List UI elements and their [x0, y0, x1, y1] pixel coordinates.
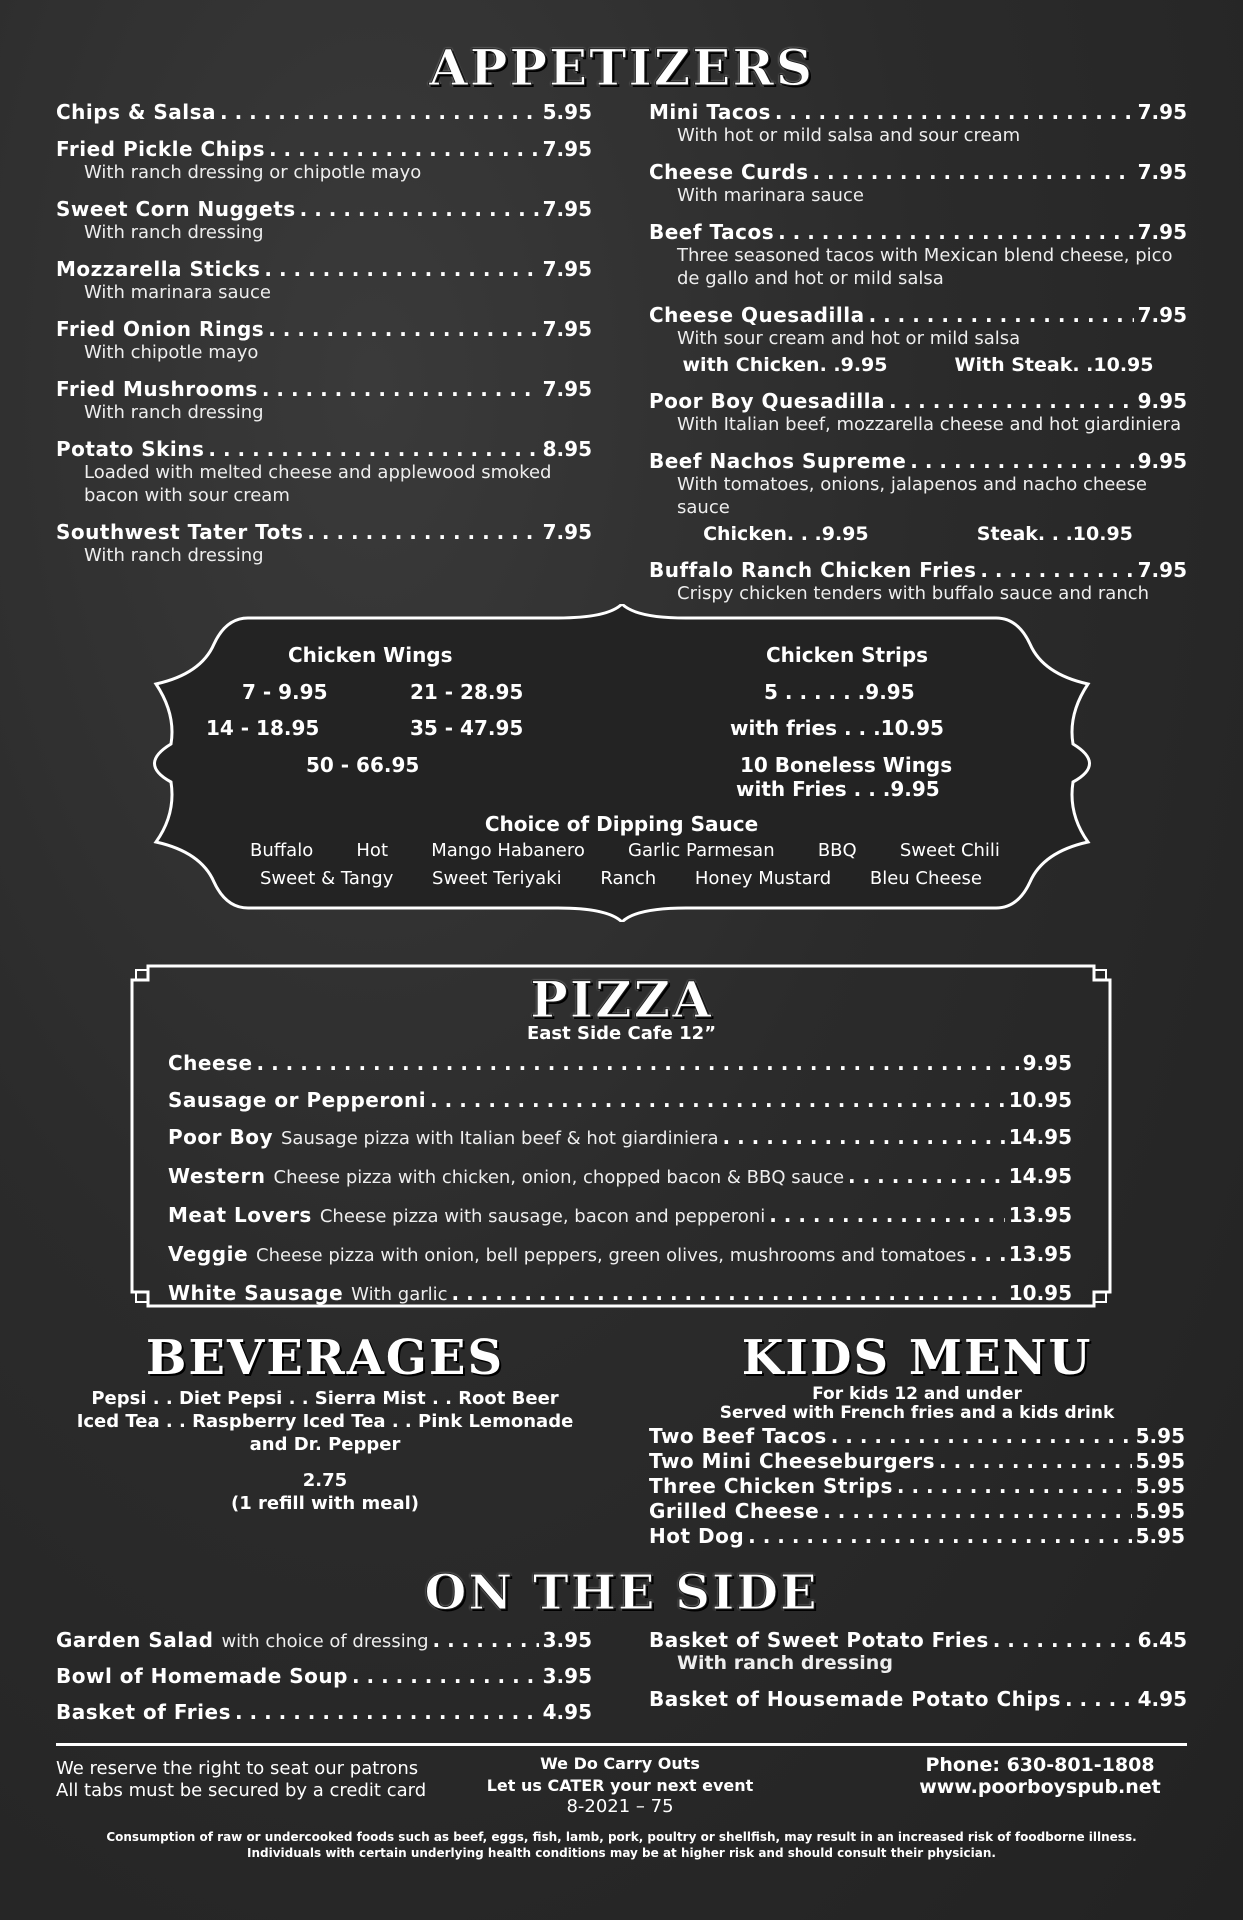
menu-item-price: 10.95	[1008, 1088, 1072, 1112]
leader-dots	[831, 1424, 1132, 1449]
menu-item-price: 13.95	[1008, 1242, 1072, 1266]
leader-dots	[769, 1202, 1005, 1228]
menu-item-name: Hot Dog	[649, 1524, 745, 1548]
menu-item-name: Mini Tacos	[649, 100, 771, 124]
menu-item-row	[56, 100, 592, 124]
menu-item-price: 9.95	[1137, 389, 1187, 413]
menu-item-name: Buffalo Ranch Chicken Fries	[649, 558, 977, 582]
menu-item-sweet-corn-nuggets	[56, 197, 592, 244]
menu-item-name: Basket of Housemade Potato Chips	[649, 1687, 1061, 1711]
kids-title: KIDS MENU	[741, 1330, 1093, 1386]
beverages-line-3: and Dr. Pepper	[249, 1434, 401, 1455]
menu-item-basket-of-sweet-potato-fries	[649, 1628, 1187, 1675]
wings-price-21: 21 - 28.95	[410, 680, 524, 704]
menu-item-name: Sausage or Pepperoni	[168, 1088, 427, 1112]
menu-item-description: With marinara sauce	[84, 282, 271, 303]
wings-price-7: 7 - 9.95	[242, 680, 328, 704]
menu-item-two-mini-cheeseburgers	[649, 1449, 1185, 1474]
menu-item-row	[649, 1424, 1185, 1449]
leader-dots	[980, 558, 1133, 582]
menu-item-row	[56, 317, 592, 341]
menu-item-option: Steak. . .10.95	[976, 523, 1133, 545]
menu-item-description: With ranch dressing or chipotle mayo	[84, 162, 422, 183]
menu-item-inline-desc: with choice of dressing	[221, 1631, 429, 1652]
menu-item-price: 7.95	[542, 520, 592, 544]
menu-item-basket-of-housemade-potato-chips	[649, 1687, 1187, 1711]
wings-price-50: 50 - 66.95	[306, 753, 420, 777]
menu-item-option: Chicken. . .9.95	[703, 523, 869, 545]
menu-item-chips-salsa	[56, 100, 592, 124]
pizza-list	[168, 1050, 1072, 1319]
menu-item-bowl-of-homemade-soup	[56, 1664, 592, 1688]
beverages-line-2: Iced Tea . . Raspberry Iced Tea . . Pink Lemonade	[76, 1411, 574, 1432]
menu-item-beef-tacos	[649, 220, 1187, 290]
menu-item-beef-nachos-supreme	[649, 449, 1187, 545]
menu-item-cheese	[168, 1050, 1072, 1076]
menu-item-row	[649, 558, 1187, 582]
menu-item-inline-desc: Cheese pizza with onion, bell peppers, green olives, mushrooms and tomatoes	[256, 1245, 966, 1266]
footer-website[interactable]: www.poorboyspub.net	[919, 1776, 1161, 1798]
footer-carryouts: We Do Carry Outs	[540, 1754, 700, 1773]
menu-item-description: Three seasoned tacos with Mexican blend cheese, pico de gallo and hot or mild salsa	[677, 245, 1173, 289]
menu-item-description: With tomatoes, onions, jalapenos and nacho cheese sauce	[677, 474, 1147, 518]
leader-dots	[269, 137, 539, 161]
side-left-column	[56, 1628, 592, 1736]
leader-dots	[220, 100, 539, 124]
menu-item-name: Mozzarella Sticks	[56, 257, 261, 281]
footer-disclaimer-2: Individuals with certain underlying health conditions may be at higher risk and should consult their physician.	[247, 1846, 996, 1860]
menu-item-name: Bowl of Homemade Soup	[56, 1664, 348, 1688]
menu-item-name: Fried Mushrooms	[56, 377, 258, 401]
beverages-title: BEVERAGES	[145, 1330, 505, 1386]
menu-item-row	[56, 1700, 592, 1724]
menu-item-price: 7.95	[542, 317, 592, 341]
menu-item-name: Cheese Quesadilla	[649, 303, 865, 327]
menu-item-inline-desc: Sausage pizza with Italian beef & hot giardiniera	[281, 1128, 719, 1149]
sauce-honey-mustard: Honey Mustard	[694, 868, 832, 889]
menu-item-row	[168, 1124, 1072, 1152]
menu-item-garden-salad	[56, 1628, 592, 1652]
menu-item-row	[168, 1241, 1072, 1269]
menu-item-name: Garden Salad	[56, 1628, 214, 1652]
menu-item-name: Veggie	[168, 1242, 249, 1266]
strips-line-1: 5 . . . . . .9.95	[764, 680, 915, 704]
menu-item-name: Three Chicken Strips	[649, 1474, 893, 1498]
menu-item-row	[56, 137, 592, 161]
sauce-title: Choice of Dipping Sauce	[484, 812, 759, 836]
menu-item-description: Crispy chicken tenders with buffalo sauce and ranch	[677, 583, 1150, 604]
sauce-garlic-parmesan: Garlic Parmesan	[628, 840, 775, 861]
leader-dots	[352, 1664, 539, 1688]
leader-dots	[208, 437, 538, 461]
menu-item-name: Fried Pickle Chips	[56, 137, 265, 161]
strips-title: Chicken Strips	[766, 643, 929, 667]
menu-item-southwest-tater-tots	[56, 520, 592, 567]
menu-item-name: Cheese Curds	[649, 160, 809, 184]
leader-dots	[268, 317, 538, 341]
menu-item-inline-desc: With garlic	[351, 1284, 448, 1305]
menu-item-fried-pickle-chips	[56, 137, 592, 184]
menu-item-price: 14.95	[1008, 1125, 1072, 1149]
menu-item-price: 5.95	[542, 100, 592, 124]
menu-item-description: With chipotle mayo	[84, 342, 259, 363]
menu-item-row	[56, 197, 592, 221]
menu-item-price: 4.95	[1137, 1687, 1187, 1711]
kids-sub-2: Served with French fries and a kids drink	[719, 1403, 1115, 1423]
sauce-ranch: Ranch	[600, 868, 657, 889]
leader-dots	[812, 160, 1133, 184]
menu-item-name: Chips & Salsa	[56, 100, 217, 124]
menu-item-name: Beef Tacos	[649, 220, 775, 244]
menu-item-options	[649, 523, 1187, 545]
sauce-row-1	[250, 840, 1000, 861]
leader-dots	[775, 100, 1134, 124]
footer-disclaimer-1: Consumption of raw or undercooked foods such as beef, eggs, fish, lamb, pork, poultry or shellfish, may result in an increased risk of foodborne illness.	[106, 1830, 1137, 1844]
menu-item-description: With Italian beef, mozzarella cheese and hot giardiniera	[677, 414, 1182, 435]
menu-item-price: 7.95	[1137, 160, 1187, 184]
footer-divider	[56, 1743, 1187, 1746]
menu-item-description: With sour cream and hot or mild salsa	[677, 328, 1021, 349]
menu-item-row	[56, 377, 592, 401]
menu-item-price: 5.95	[1135, 1474, 1185, 1498]
menu-item-sausage-or-pepperoni	[168, 1087, 1072, 1113]
leader-dots	[235, 1700, 539, 1724]
menu-item-price: 13.95	[1008, 1203, 1072, 1227]
boneless-line-1: 10 Boneless Wings	[740, 753, 953, 777]
leader-dots	[307, 520, 538, 544]
sauce-sweet-tangy: Sweet & Tangy	[260, 868, 394, 889]
menu-item-row	[649, 1474, 1185, 1499]
menu-item-price: 3.95	[542, 1628, 592, 1652]
menu-item-white-sausage	[168, 1280, 1072, 1308]
menu-item-row	[649, 1628, 1187, 1652]
menu-item-row	[649, 220, 1187, 244]
menu-item-price: 10.95	[1008, 1281, 1072, 1305]
sauce-mango-habanero: Mango Habanero	[431, 840, 585, 861]
leader-dots	[262, 377, 539, 401]
menu-item-cheese-curds	[649, 160, 1187, 207]
menu-item-name: Cheese	[168, 1051, 253, 1075]
menu-item-mini-tacos	[649, 100, 1187, 147]
menu-item-name: Grilled Cheese	[649, 1499, 820, 1523]
leader-dots	[993, 1628, 1134, 1652]
menu-item-options	[649, 354, 1187, 376]
leader-dots	[748, 1524, 1131, 1549]
menu-item-row	[649, 1524, 1185, 1549]
menu-item-basket-of-fries	[56, 1700, 592, 1724]
menu-item-name: Two Beef Tacos	[649, 1424, 827, 1448]
menu-item-description: With ranch dressing	[84, 222, 264, 243]
menu-item-fried-onion-rings	[56, 317, 592, 364]
menu-item-price: 7.95	[542, 377, 592, 401]
leader-dots	[430, 1087, 1005, 1113]
menu-item-description: With ranch dressing	[84, 402, 264, 423]
appetizers-title: APPETIZERS	[429, 38, 814, 97]
menu-item-price: 9.95	[1022, 1051, 1072, 1075]
pizza-subtitle: East Side Cafe 12”	[526, 1023, 717, 1044]
sauce-sweet-teriyaki: Sweet Teriyaki	[432, 868, 562, 889]
menu-item-row	[649, 1687, 1187, 1711]
menu-item-description: With ranch dressing	[677, 1652, 893, 1674]
menu-item-row	[168, 1280, 1072, 1308]
menu-item-poor-boy-quesadilla	[649, 389, 1187, 436]
menu-item-inline-desc: Cheese pizza with chicken, onion, chopped bacon & BBQ sauce	[273, 1167, 845, 1188]
beverages-line-1: Pepsi . . Diet Pepsi . . Sierra Mist . . Root Beer	[91, 1388, 559, 1409]
menu-item-name: Fried Onion Rings	[56, 317, 265, 341]
footer-phone: Phone: 630-801-1808	[925, 1754, 1155, 1776]
menu-item-mozzarella-sticks	[56, 257, 592, 304]
menu-item-name: Two Mini Cheeseburgers	[649, 1449, 936, 1473]
beverages-price: 2.75	[302, 1470, 348, 1491]
menu-item-price: 7.95	[542, 197, 592, 221]
menu-item-buffalo-ranch-chicken-fries	[649, 558, 1187, 605]
menu-item-name: Sweet Corn Nuggets	[56, 197, 296, 221]
menu-item-row	[56, 1628, 592, 1652]
leader-dots	[1065, 1687, 1134, 1711]
leader-dots	[970, 1241, 1005, 1267]
leader-dots	[257, 1050, 1019, 1076]
leader-dots	[848, 1163, 1005, 1189]
menu-item-price: 4.95	[542, 1700, 592, 1724]
pizza-title: PIZZA	[530, 970, 713, 1029]
menu-item-meat-lovers	[168, 1202, 1072, 1230]
menu-item-row	[649, 1449, 1185, 1474]
menu-item-row	[56, 520, 592, 544]
leader-dots	[889, 389, 1134, 413]
menu-item-potato-skins	[56, 437, 592, 507]
menu-item-poor-boy	[168, 1124, 1072, 1152]
menu-item-price: 9.95	[1137, 449, 1187, 473]
sauce-sweet-chili: Sweet Chili	[899, 840, 1000, 861]
leader-dots	[300, 197, 539, 221]
leader-dots	[939, 1449, 1132, 1474]
sauce-bleu-cheese: Bleu Cheese	[869, 868, 982, 889]
menu-item-row	[168, 1050, 1072, 1076]
leader-dots	[778, 220, 1134, 244]
menu-item-price: 7.95	[1137, 220, 1187, 244]
menu-item-price: 7.95	[1137, 558, 1187, 582]
menu-item-price: 5.95	[1135, 1424, 1185, 1448]
footer-date: 8-2021 – 75	[566, 1796, 674, 1817]
menu-item-name: Basket of Sweet Potato Fries	[649, 1628, 989, 1652]
menu-item-name: Poor Boy Quesadilla	[649, 389, 886, 413]
menu-item-name: Meat Lovers	[168, 1203, 312, 1227]
menu-item-price: 5.95	[1135, 1499, 1185, 1523]
menu-item-two-beef-tacos	[649, 1424, 1185, 1449]
menu-item-option: With Steak. .10.95	[954, 354, 1154, 376]
menu-item-name: White Sausage	[168, 1281, 344, 1305]
wings-title: Chicken Wings	[288, 643, 453, 667]
menu-item-name: Southwest Tater Tots	[56, 520, 304, 544]
leader-dots	[897, 1474, 1132, 1499]
menu-item-row	[649, 100, 1187, 124]
menu-item-row	[168, 1163, 1072, 1191]
menu-item-price: 6.45	[1137, 1628, 1187, 1652]
menu-item-name: Potato Skins	[56, 437, 205, 461]
sauce-row-2	[260, 868, 982, 889]
menu-item-row	[649, 303, 1187, 327]
menu-item-price: 8.95	[542, 437, 592, 461]
menu-item-price: 7.95	[542, 257, 592, 281]
menu-item-row	[649, 1499, 1185, 1524]
wings-price-35: 35 - 47.95	[410, 716, 524, 740]
menu-item-row	[168, 1202, 1072, 1230]
menu-item-veggie	[168, 1241, 1072, 1269]
menu-item-name: Poor Boy	[168, 1125, 273, 1149]
side-title: ON THE SIDE	[424, 1565, 819, 1621]
kids-sub-1: For kids 12 and under	[812, 1384, 1022, 1404]
footer-cater: Let us CATER your next event	[486, 1776, 754, 1795]
menu-item-row	[168, 1087, 1072, 1113]
menu-item-hot-dog	[649, 1524, 1185, 1549]
leader-dots	[823, 1499, 1131, 1524]
menu-item-three-chicken-strips	[649, 1474, 1185, 1499]
sauce-bbq: BBQ	[817, 840, 857, 861]
leader-dots	[433, 1628, 539, 1652]
menu-item-price: 7.95	[1137, 100, 1187, 124]
sauce-hot: Hot	[356, 840, 388, 861]
menu-item-name: Beef Nachos Supreme	[649, 449, 907, 473]
menu-item-description: Loaded with melted cheese and applewood smoked bacon with sour cream	[84, 462, 552, 506]
menu-item-row	[56, 1664, 592, 1688]
menu-item-description: With marinara sauce	[677, 185, 864, 206]
menu-item-price: 7.95	[542, 137, 592, 161]
appetizers-left-column	[56, 100, 592, 580]
leader-dots	[869, 303, 1134, 327]
strips-line-2: with fries . . .10.95	[730, 716, 944, 740]
menu-item-inline-desc: Cheese pizza with sausage, bacon and pepperoni	[319, 1206, 766, 1227]
sauce-buffalo: Buffalo	[250, 840, 314, 861]
side-right-column	[649, 1628, 1187, 1723]
menu-item-fried-mushrooms	[56, 377, 592, 424]
leader-dots	[910, 449, 1133, 473]
menu-item-price: 7.95	[1137, 303, 1187, 327]
menu-item-price: 5.95	[1135, 1449, 1185, 1473]
beverages-refill: (1 refill with meal)	[230, 1493, 420, 1514]
menu-item-option: with Chicken. .9.95	[682, 354, 888, 376]
menu-item-description: With hot or mild salsa and sour cream	[677, 125, 1021, 146]
menu-item-row	[56, 437, 592, 461]
menu-item-price: 14.95	[1008, 1164, 1072, 1188]
menu-item-description: With ranch dressing	[84, 545, 264, 566]
footer-seating: We reserve the right to seat our patrons	[56, 1758, 419, 1779]
menu-item-row	[649, 160, 1187, 184]
menu-item-grilled-cheese	[649, 1499, 1185, 1524]
kids-list	[649, 1424, 1185, 1549]
menu-item-name: Basket of Fries	[56, 1700, 231, 1724]
footer-tabs: All tabs must be secured by a credit card	[56, 1780, 427, 1801]
menu-item-price: 5.95	[1135, 1524, 1185, 1548]
menu-item-row	[649, 449, 1187, 473]
leader-dots	[264, 257, 538, 281]
menu-item-cheese-quesadilla	[649, 303, 1187, 376]
leader-dots	[723, 1124, 1005, 1150]
menu-item-row	[649, 389, 1187, 413]
menu-item-western	[168, 1163, 1072, 1191]
wings-price-14: 14 - 18.95	[206, 716, 320, 740]
boneless-line-2: with Fries . . .9.95	[736, 777, 940, 801]
menu-item-row	[56, 257, 592, 281]
menu-item-name: Western	[168, 1164, 266, 1188]
menu-item-price: 3.95	[542, 1664, 592, 1688]
leader-dots	[452, 1280, 1005, 1306]
appetizers-right-column	[649, 100, 1187, 618]
